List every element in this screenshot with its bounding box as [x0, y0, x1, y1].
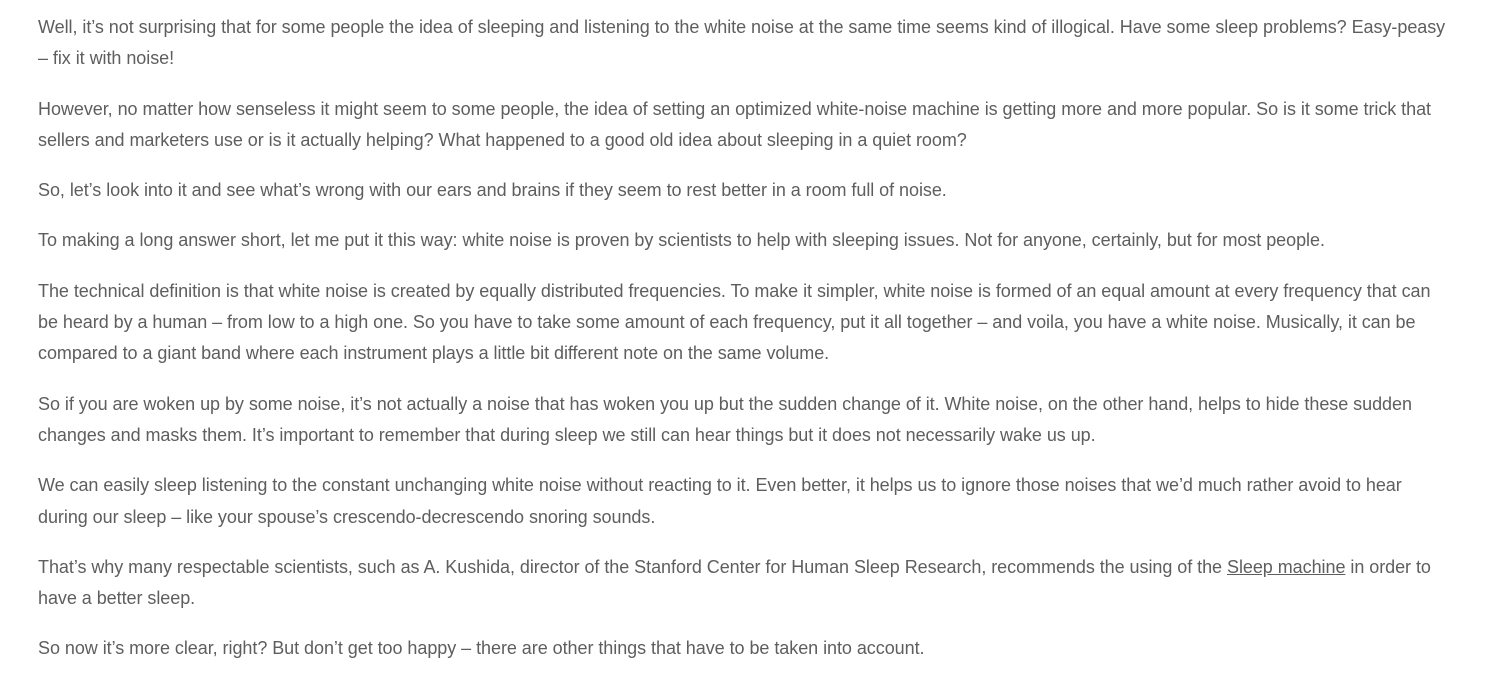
paragraph-scientists	[38, 552, 1450, 615]
paragraph-constant-noise: We can easily sleep listening to the constant unchanging white noise without reacting to it. Even better, it helps us to ignore those noises that we’d much rather avoid to hear during our sleep – like your spouse’s crescendo-decrescendo snoring sounds.	[38, 475, 1402, 527]
paragraph-conclusion: So now it’s more clear, right? But don’t get too happy – there are other things that have to be taken into account.	[38, 638, 925, 659]
paragraph-sudden-change: So if you are woken up by some noise, it’s not actually a noise that has woken you up but the sudden change of it. White noise, on the other hand, helps to hide these sudden changes and masks them. It’s important to remember that during sleep we still can hear things but it does not necessarily wake us up.	[38, 393, 1412, 445]
paragraph-definition: The technical definition is that white noise is created by equally distributed frequencies. To make it simpler, white noise is formed of an equal amount at every frequency that can be heard by a human – from low to a high one. So you have to take some amount of each frequency, put it all together – and voila, you have a white noise. Musically, it can be compared to a giant band where each instrument plays a little bit different note on the same volume.	[38, 280, 1431, 364]
paragraph-popularity: However, no matter how senseless it might seem to some people, the idea of setting an optimized white-noise machine is getting more and more popular. So is it some trick that sellers and marketers use or is it actually helping? What happened to a good old idea about sleeping in a quiet room?	[38, 98, 1432, 150]
article-body	[38, 12, 1450, 684]
paragraph-look-into: So, let’s look into it and see what’s wrong with our ears and brains if they seem to rest better in a room full of noise.	[38, 180, 947, 201]
paragraph-scientists-text-before: That’s why many respectable scientists, such as A. Kushida, director of the Stanford Center for Human Sleep Research, recommends the using of the	[38, 556, 1227, 577]
paragraph-short-answer: To making a long answer short, let me put it this way: white noise is proven by scientists to help with sleeping issues. Not for anyone, certainly, but for most people.	[38, 230, 1325, 251]
paragraph-intro: Well, it’s not surprising that for some people the idea of sleeping and listening to the white noise at the same time seems kind of illogical. Have some sleep problems? Easy-peasy – fix it with noise!	[38, 17, 1446, 69]
paragraph-scientists-text-after: in order to have a better sleep.	[38, 556, 1431, 609]
sleep-machine-link[interactable]: Sleep machine	[1226, 556, 1346, 577]
